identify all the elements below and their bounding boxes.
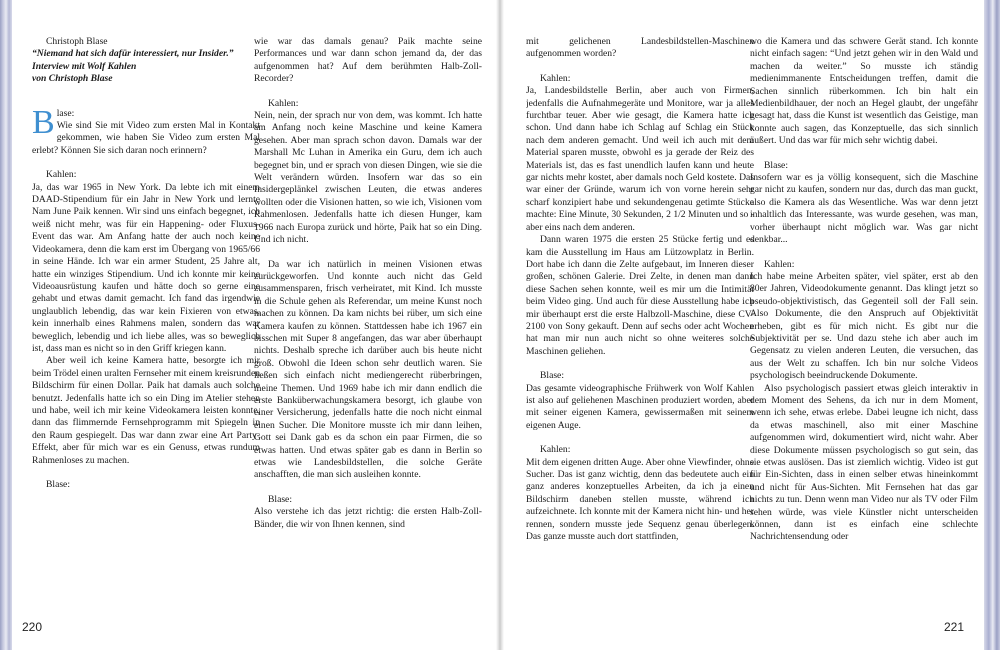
title-line-3: von Christoph Blase: [32, 73, 113, 85]
column-2: [254, 36, 482, 606]
paragraph: Insofern war es ja völlig konsequent, sich die Maschine gar nicht zu kaufen, sondern nur das, durch das man guckt, also die Kamera als das Wesentliche. Was war denn jetzt inhaltlich das Interessante, was wurde gesehen, was man, vorher überhaupt nicht möglich war. Was gar nicht denkbar...: [750, 172, 978, 246]
drop-cap: B: [32, 103, 55, 141]
speaker-label: Blase:: [46, 479, 70, 490]
author-line: Christoph Blase: [46, 36, 108, 47]
page-edge-left: [0, 0, 12, 650]
column-2-text: [254, 36, 482, 531]
paragraph: Ja, Landesbildstelle Berlin, aber auch von Firmen, jedenfalls die Aufnahmegeräte und Monitore, war ja alles furchtbar teuer. Aber wie gesagt, die Kamera hatte ich schon. Und dann habe ich Schlag auf Schlag ein Stück nach dem anderen gemacht. Und weil ich auch mit dem Material sparen musste, obwohl es ja gerade der Reiz des Materials ist, das es fast unendlich laufen kann und heute gar nichts mehr kostet, aber damals noch Geld kostete. Das war einer der Gründe, warum ich von vorne herein sehr scharf konzipiert habe und sekundengenau getimte Stücke machte: Eine Minute, 30 Sekunden, 2 1/2 Minuten und so - aber eins nach dem anderen.: [526, 85, 754, 233]
paragraph: mit gelichenen Landesbildstellen-Maschinen aufgenommen worden?: [526, 36, 754, 60]
speaker-label: Blase:: [764, 159, 788, 171]
page-number-right: 221: [944, 620, 965, 634]
speaker-label: Kahlen:: [540, 72, 571, 84]
page-edge-right: [984, 0, 1000, 650]
paragraph: Dann waren 1975 die ersten 25 Stücke fertig und es kam die Ausstellung im Haus am Lützowplatz in Berlin. Dort habe ich dann die Zelte aufgebaut, im Inneren dieser großen, schönen Galerie. Drei Zelte, in denen man dann diese Sachen sehen konnte, weil es mir um die Intimität beim Video ging. Und auch für diese Ausstellung habe ich mir überhaupt erst die erste Halbzoll-Maschine, diese CV-2100 von Sony gekauft. Denn auf sechs oder acht Wochen hat man mir nun auch nicht so ohne weiteres solche Maschinen geliehen.: [526, 234, 754, 357]
speaker-label: Kahlen:: [268, 97, 299, 109]
speaker-label: Kahlen:: [46, 169, 77, 181]
paragraph: Nein, nein, der sprach nur von dem, was kommt. Ich hatte am Anfang noch keine Maschine und keine Kamera gesehen. Aber man sprach schon davon. Damals war der Marshall Mc Luhan in Amerika ein Guru, dem ich auch begegnet bin, und er sprach von diesen Dingen, wie sie die Welt verändern würden. Insofern war das so ein Insidergeplänkel zwischen Leuten, die etwas anderes wollten oder die Visionen hatten, so wie ich, Visionen vom Rahmenlosen. Jedenfalls hatte ich diesen Hunger, kam 1966 nach Europa zurück und hörte, Paik hat so ein Ding. Und ich nicht.: [254, 110, 482, 246]
title-line-2: Interview mit Wolf Kahlen: [32, 60, 137, 72]
paragraph: Also verstehe ich das jetzt richtig: die ersten Halb-Zoll-Bänder, die wir von Ihnen kennen, sind: [254, 506, 482, 530]
opening-text: lase: Wie sind Sie mit Video zum ersten Mal in Kontakt gekommen, wie haben Sie Video zum ersten Mal erlebt? Können Sie sich daran noch erinnern?: [32, 107, 260, 156]
speaker-label: Blase:: [268, 493, 292, 505]
column-3: [526, 36, 754, 606]
speaker-label: Kahlen:: [540, 444, 571, 456]
paragraph: Ja, das war 1965 in New York. Da lebte ich mit einem DAAD-Stipendium für ein Jahr in New York und lernte Nam June Paik kennen. Wir sind uns einfach begegnet, ich weiß nicht mehr, was für ein Happening- oder Fluxus-Event das war. Am Anfang hatte der auch noch keine Videokamera, denn die kam erst im Übergang von 1965/66 in seine Hände. Ich war ein armer Student, 25 Jahre alt, hatte ein winziges Stipendium. Und ich konnte mir keine Videoausrüstung kaufen und hätte doch so gerne eine gehabt und etwas damit gemacht. Ich fand das irgendwie unglaublich lebendig, das war kein Fixieren von etwas, kein innerhalb eines Rahmens malen, sondern das war beweglich, lebendig und ich liebe alles, was so beweglich ist, dass man es nicht so in den Griff kriegen kann.: [32, 181, 260, 354]
book-gutter: [496, 0, 504, 650]
paragraph: Also psychologisch passiert etwas gleich interaktiv in dem Moment des Sehens, da ich nur in dem Moment, wenn ich sehe, etwas erlebe. Dabei leugne ich nicht, dass da etwas maschinell, also mit einer Maschine aufgenommen wird, dokumentiert wird, nicht wahr. Aber diese Dokumente müssen psychologisch so gut sein, das sie etwas auslösen. Das ist ziemlich wichtig. Video ist gut für Ein-Sichten, dass in einen selber etwas hineinkommt und nicht für Aus-Sichten. Mit Fernsehen hat das gar nichts zu tun. Denn wenn man Video nur als TV oder Film sehen würde, was viele Künstler nicht unterscheiden können, dann ist es einfach eine schlechte Nachrichtensendung oder: [750, 382, 978, 543]
speaker-label: Kahlen:: [764, 258, 795, 270]
paragraph-spacer: [254, 247, 482, 259]
paragraph: Mit dem eigenen dritten Auge. Aber ohne Viewfinder, ohne Sucher. Das ist ganz wichtig, denn das bedeutete auch ein ganz anderes konzeptuelles Arbeiten, da ich ja einen Bildschirm daneben stellen musste, während ich aufzeichnete. Ich konnte mit der Kamera nicht hin- und her rennen, sondern musste jede Sequenz genau überlegen. Das ganze musste auch dort stattfinden,: [526, 456, 754, 543]
column-3-text: [526, 36, 754, 543]
title-line-1: “Niemand hat sich dafür interessiert, nur Insider.”: [32, 48, 234, 60]
paragraph: Ich habe meine Arbeiten später, viel später, erst ab den 80er Jahren, Videodokumente genannt. Das klingt jetzt so pseudo-objektivistisch, das Gegenteil soll der Fall sein. Also Dokumente, die den Anspruch auf Objektivität erheben, gibt es für mich nicht. Es gibt nur die Subjektivität per se. Und dazu stehe ich aber auch im Gegensatz zu vielen anderen Leuten, die versuchen, das aus der Welt zu schaffen. Ich bin nur solche Videos psychologisch beeindruckende Dokumente.: [750, 270, 978, 382]
speaker-label: Blase:: [540, 370, 564, 382]
column-1-text: [32, 103, 260, 492]
paragraph: Da war ich natürlich in meinen Visionen etwas zurückgeworfen. Und konnte auch nicht das Geld zusammensparen, frisch verheiratet, mit Kind. Ich musste in die Schule gehen als Referendar, um meine Kunst noch machen zu können. Da kam nichts bei rüber, um sich eine Kamera kaufen zu können. Stattdessen habe ich 1967 ein bisschen mit Super 8 angefangen, das war aber überhaupt nichts. Deshalb spreche ich darüber auch bis heute nicht groß. Obwohl die Ideen schon sehr deutlich waren. Sie ließen sich einfach nicht mediengerecht rüberbringen, meine Themen. Und 1969 habe ich mir dann endlich die erste Banküberwachungskamera besorgt, ich glaube von einer Versicherung, jedenfalls hatte die noch nicht einmal einen Sucher. Die Monitore musste ich mir dann leihen, Gott sei Dank gab es da schon ein paar Firmen, die so etwas hatten. Und etwas später gab es dann in Berlin so etwas wie Landesbildstellen, die solche Geräte anschafften, die man sich ausleihen konnte.: [254, 258, 482, 481]
opening-paragraph: [32, 103, 260, 158]
paragraph: wo die Kamera und das schwere Gerät stand. Ich konnte nicht einfach sagen: “Und jetzt gehen wir in den Wald und machen da weiter.” So musste ich ständig medienimmanente Entscheidungen treffen, damit die Sachen sinnlich rüberkommen. Ich bin halt ein Medienbildhauer, der noch an Hegel glaubt, der ungefähr gesagt hat, dass die Kunst ist wesentlich das Geistige, man konnte auch sagen, das Konzeptuelle, das sich sinnlich äußert. Und das war für mich sehr wichtig dabei.: [750, 36, 978, 147]
interview-title: [32, 48, 260, 85]
column-4: [750, 36, 978, 606]
page-number-left: 220: [22, 620, 43, 634]
column-4-text: [750, 36, 978, 544]
paragraph: wie war das damals genau? Paik machte seine Performances und war dann schon jemand da, der das aufgenommen hat? Auf dem berühmten Halb-Zoll-Recorder?: [254, 36, 482, 85]
paragraph: Aber weil ich keine Kamera hatte, besorgte ich mir beim Trödel einen uralten Fernseher mit einem kreisrunden Bildschirm für einen Dollar. Paik hat damals auch solche benutzt. Jedenfalls hatte ich so ein Ding im Atelier stehen und habe, weil ich mir keine Videokamera leisten konnte, dann das flimmernde Fernsehprogramm mit Spiegeln in den Raum gespiegelt. Das war dann zwar eine Art Party-Effekt, aber für mich war es ein Genuss, etwas rundum Rahmenloses zu machen.: [32, 355, 260, 466]
paragraph: Das gesamte videographische Frühwerk von Wolf Kahlen ist also auf geliehenen Maschinen produziert worden, aber mit seiner eigenen Kamera, gewissermaßen mit seinem eigenen Auge.: [526, 382, 754, 431]
column-1: [32, 36, 260, 606]
